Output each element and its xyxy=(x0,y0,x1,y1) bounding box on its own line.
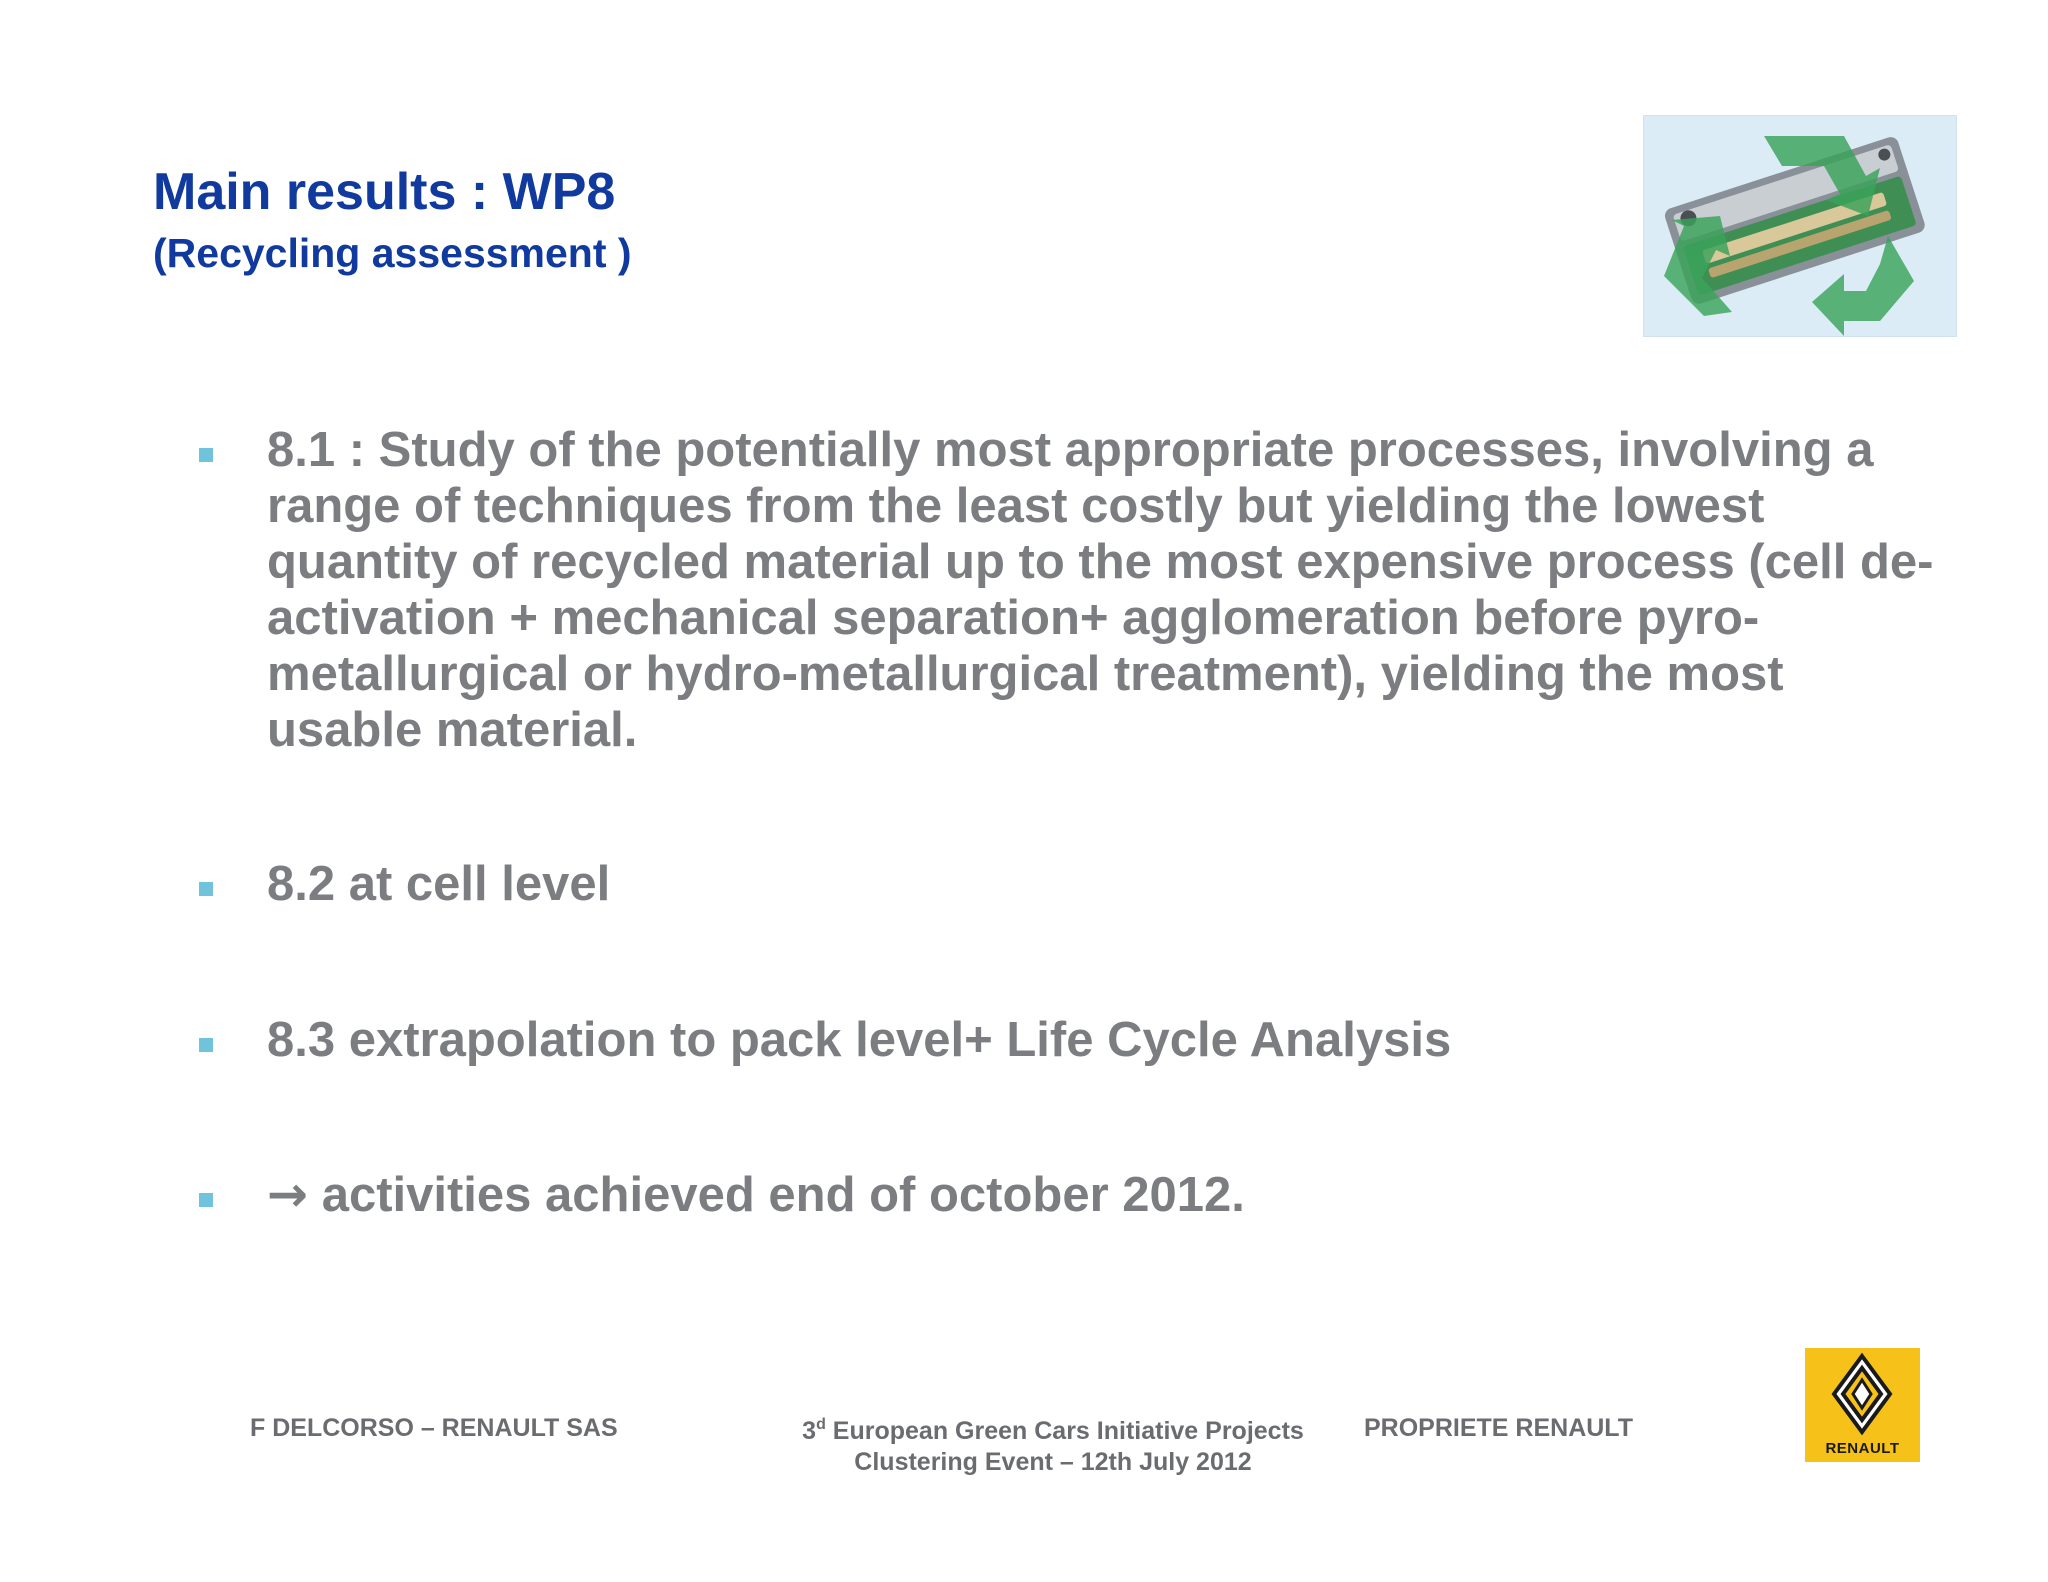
footer-event-line1 xyxy=(760,1409,1346,1447)
bullet-text-activities: activities achieved end of october 2012. xyxy=(321,1168,1245,1222)
bullet-marker xyxy=(199,1193,213,1207)
bullet-text: 8.3 extrapolation to pack level+ Life Cycle Analysis xyxy=(267,1013,1452,1067)
slide-subtitle: (Recycling assessment ) xyxy=(153,230,632,276)
bullet-text: 8.1 : Study of the potentially most appropriate processes, involving a range of techniques from the least costly but yielding the lowest quantity of recycled material up to the most expensive process (cell de-activation + mechanical separation+ agglomeration before pyro-metallurgical or hydro-metallurgical treatment), yielding the most usable material. xyxy=(267,423,1934,757)
right-arrow-icon: → xyxy=(267,1166,309,1223)
bullet-marker xyxy=(199,448,213,462)
footer-author: F DELCORSO – RENAULT SAS xyxy=(250,1414,618,1442)
footer-event-number: 3 xyxy=(802,1417,817,1445)
footer-event xyxy=(760,1409,1346,1478)
footer-event-title: European Green Cars Initiative Projects xyxy=(825,1417,1304,1445)
renault-diamond-icon xyxy=(1805,1348,1920,1438)
bullet-text xyxy=(267,1167,1947,1223)
renault-logo xyxy=(1805,1348,1920,1462)
footer-event-line2: Clustering Event – 12th July 2012 xyxy=(854,1448,1252,1476)
slide-title: Main results : WP8 xyxy=(153,163,616,221)
bullet-text: 8.2 at cell level xyxy=(267,857,611,911)
bullet-marker xyxy=(199,882,213,896)
footer-confidentiality: PROPRIETE RENAULT xyxy=(1364,1414,1633,1442)
recycle-battery-illustration xyxy=(1644,116,1956,336)
bullet-marker xyxy=(199,1038,213,1052)
footer-event-ordinal: d xyxy=(816,1416,826,1433)
battery-recycling-image xyxy=(1643,115,1957,337)
logo-wordmark: RENAULT xyxy=(1825,1440,1900,1457)
